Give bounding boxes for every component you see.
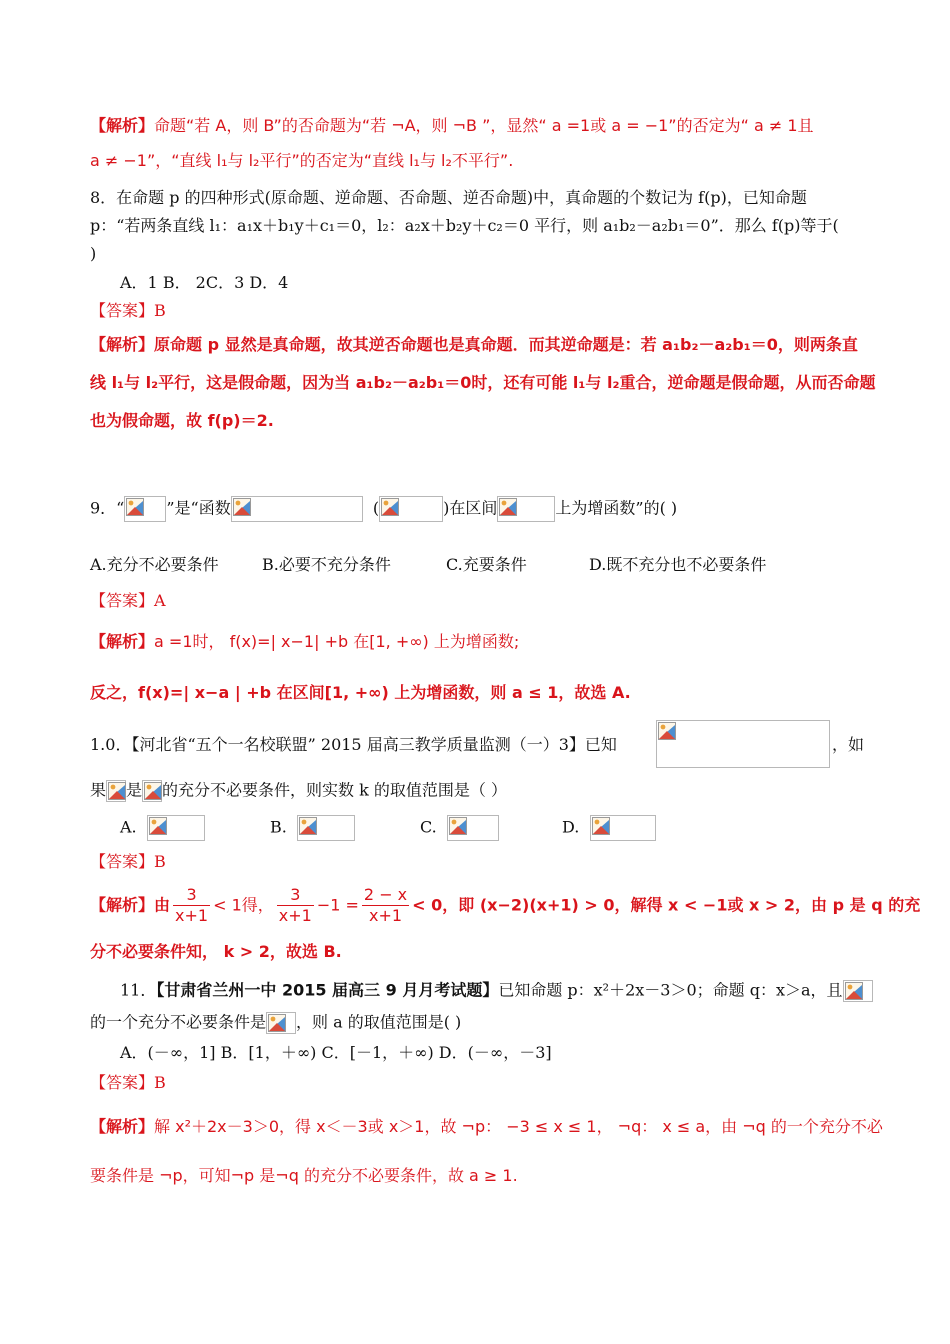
q9-answer: 【答案】A bbox=[90, 591, 166, 610]
q11-stem-text2a: 的一个充分不必要条件是 bbox=[90, 1012, 267, 1032]
q9-option-b: B.必要不充分条件 bbox=[262, 555, 391, 574]
broken-image-icon bbox=[268, 1014, 286, 1032]
broken-image-icon bbox=[126, 498, 144, 516]
q9-analysis-line1 bbox=[90, 632, 519, 652]
q9-num: 9．“ bbox=[90, 498, 125, 518]
q7-analysis-line1 bbox=[90, 116, 814, 136]
q10-stem-line1: 1.0．【河北省“五个一名校联盟” 2015 届高三教学质量监测（一）3】已知 bbox=[90, 735, 617, 754]
q10-text-c: 的充分不必要条件，则实数 k 的取值范围是（ ） bbox=[162, 780, 507, 800]
q9-option-a: A.充分不必要条件 bbox=[90, 555, 219, 574]
analysis-tag: 【解析】 bbox=[90, 895, 155, 915]
q11-analysis-line1 bbox=[90, 1117, 883, 1137]
q11-stem-text1: 已知命题 p：x²＋2x－3＞0；命题 q：x＞a，且 bbox=[498, 980, 843, 1000]
q10-option-c-image bbox=[447, 815, 499, 841]
q9-condition-image bbox=[124, 496, 166, 522]
q8-analysis-line1 bbox=[90, 335, 858, 355]
q8-stem-line3: ) bbox=[90, 244, 97, 263]
q10-answer: 【答案】B bbox=[90, 852, 166, 871]
q10-analysis-line2: 分不必要条件知， k > 2，故选 B. bbox=[90, 942, 342, 961]
q9-option-d: D.既不充分也不必要条件 bbox=[589, 555, 767, 574]
q7-analysis-text1: 命题“若 A，则 B”的否命题为“若 ¬A，则 ¬B ”，显然“ a =1或 a = −1”的否定为“ a ≠ 1且 bbox=[154, 116, 814, 135]
q10-option-a-label: A. bbox=[120, 817, 137, 837]
q9-text3: )在区间 bbox=[443, 498, 498, 518]
analysis-tag: 【解析】 bbox=[90, 632, 155, 651]
q10-option-b bbox=[270, 815, 355, 841]
analysis-tag: 【解析】 bbox=[90, 335, 155, 354]
q10-analysis-d: < 0，即 (x−2)(x+1) > 0，解得 x < −1或 x > 2，由 p 是 q 的充 bbox=[412, 895, 921, 915]
broken-image-icon bbox=[499, 498, 517, 516]
q10-text-b: 是 bbox=[126, 780, 143, 800]
q9-text1: ”是“函数 bbox=[166, 498, 231, 518]
broken-image-icon bbox=[149, 817, 167, 835]
q10-analysis-c: −1 = bbox=[316, 895, 359, 915]
q11-stem-text2b: ，则 a 的取值范围是( ) bbox=[296, 1012, 462, 1032]
q10-option-d-image bbox=[590, 815, 656, 841]
q9-text4: 上为增函数”的( ) bbox=[555, 498, 678, 518]
q10-p-image bbox=[106, 780, 126, 802]
q9-text2: ( bbox=[372, 498, 380, 518]
q11-options: A．(－∞，1] B．[1，＋∞) C．[－1，＋∞) D．(－∞，－3] bbox=[120, 1043, 552, 1062]
q8-analysis-text1: 原命题 p 显然是真命题，故其逆否命题也是真命题．而其逆命题是：若 a₁b₂－a₂b₁＝0，则两条直 bbox=[154, 335, 858, 354]
q10-formula-image bbox=[656, 720, 830, 768]
q11-stem-line2 bbox=[90, 1012, 461, 1034]
q9-analysis-line2: 反之，f(x)=| x−a | +b 在区间[1, +∞) 上为增函数，则 a ≤ 1，故选 A. bbox=[90, 683, 631, 702]
q9-analysis-text1: a =1时， f(x)=| x−1| +b 在[1, +∞) 上为增函数; bbox=[154, 632, 520, 651]
q8-stem-line2: p：“若两条直线 l₁：a₁x＋b₁y＋c₁＝0，l₂：a₂x＋b₂y＋c₂＝0 平行，则 a₁b₂－a₂b₁＝0”．那么 f(p)等于( bbox=[90, 216, 839, 235]
q10-option-a-image bbox=[147, 815, 205, 841]
q10-q-image bbox=[142, 780, 162, 802]
q10-option-d-label: D. bbox=[562, 817, 580, 837]
fraction-denominator: x+1 bbox=[175, 906, 209, 925]
q10-fraction-1 bbox=[173, 885, 210, 926]
q10-option-d bbox=[562, 815, 656, 841]
broken-image-icon bbox=[658, 722, 676, 740]
broken-image-icon bbox=[845, 982, 863, 1000]
q10-option-b-image bbox=[297, 815, 355, 841]
broken-image-icon bbox=[299, 817, 317, 835]
q10-analysis-b: < 1得， bbox=[213, 895, 274, 915]
q11-condition-image-2 bbox=[266, 1012, 296, 1034]
q11-num: 11． bbox=[120, 980, 157, 1000]
q8-options: A．1 B． 2C．3 D．4 bbox=[120, 273, 289, 292]
broken-image-icon bbox=[449, 817, 467, 835]
q10-option-c bbox=[420, 815, 499, 841]
q10-stem-tail: ，如 bbox=[832, 735, 865, 754]
q9-param-image bbox=[379, 496, 443, 522]
q10-option-b-label: B. bbox=[270, 817, 287, 837]
q10-text-a: 果 bbox=[90, 780, 107, 800]
q9-option-c: C.充要条件 bbox=[446, 555, 527, 574]
fraction-denominator: x+1 bbox=[369, 906, 403, 925]
q9-interval-image bbox=[497, 496, 555, 522]
q10-analysis-a: 由 bbox=[154, 895, 171, 915]
q9-function-image bbox=[231, 496, 363, 522]
q7-analysis-line2: a ≠ −1”，“直线 l₁与 l₂平行”的否定为“直线 l₁与 l₂不平行”. bbox=[90, 151, 514, 170]
q11-analysis-text1: 解 x²＋2x－3＞0，得 x＜－3或 x＞1，故 ¬p： −3 ≤ x ≤ 1， ¬q： x ≤ a，由 ¬q 的一个充分不必 bbox=[154, 1117, 883, 1136]
q10-option-a bbox=[120, 815, 205, 841]
fraction-denominator: x+1 bbox=[278, 906, 312, 925]
analysis-tag: 【解析】 bbox=[90, 116, 155, 135]
q10-fraction-2 bbox=[277, 885, 314, 926]
q11-source: 【甘肃省兰州一中 2015 届高三 9 月月考试题】 bbox=[156, 980, 499, 1000]
broken-image-icon bbox=[233, 498, 251, 516]
fraction-numerator: 2 − x bbox=[363, 885, 408, 904]
q10-fraction-3 bbox=[362, 885, 409, 926]
q11-analysis-line2: 要条件是 ¬p，可知¬p 是¬q 的充分不必要条件，故 a ≥ 1. bbox=[90, 1166, 518, 1185]
q8-analysis-line2: 线 l₁与 l₂平行，这是假命题，因为当 a₁b₂－a₂b₁＝0时，还有可能 l₁与 l₂重合，逆命题是假命题，从而否命题 bbox=[90, 373, 876, 392]
q10-analysis-line1 bbox=[90, 885, 920, 935]
fraction-numerator: 3 bbox=[277, 885, 314, 906]
q8-answer: 【答案】B bbox=[90, 301, 166, 320]
broken-image-icon bbox=[381, 498, 399, 516]
q11-stem-line1 bbox=[120, 980, 873, 1002]
q9-stem bbox=[90, 496, 677, 522]
q8-stem-line1: 8．在命题 p 的四种形式(原命题、逆命题、否命题、逆否命题)中，真命题的个数记为 f(p)，已知命题 bbox=[90, 188, 807, 207]
broken-image-icon bbox=[144, 782, 162, 800]
q11-answer: 【答案】B bbox=[90, 1073, 166, 1092]
q10-option-c-label: C. bbox=[420, 817, 437, 837]
broken-image-icon bbox=[592, 817, 610, 835]
q11-condition-image bbox=[843, 980, 873, 1002]
fraction-numerator: 3 bbox=[173, 885, 210, 906]
analysis-tag: 【解析】 bbox=[90, 1117, 155, 1136]
q10-stem-line2 bbox=[90, 780, 507, 802]
q8-analysis-line3: 也为假命题，故 f(p)＝2. bbox=[90, 411, 274, 430]
broken-image-icon bbox=[108, 782, 126, 800]
